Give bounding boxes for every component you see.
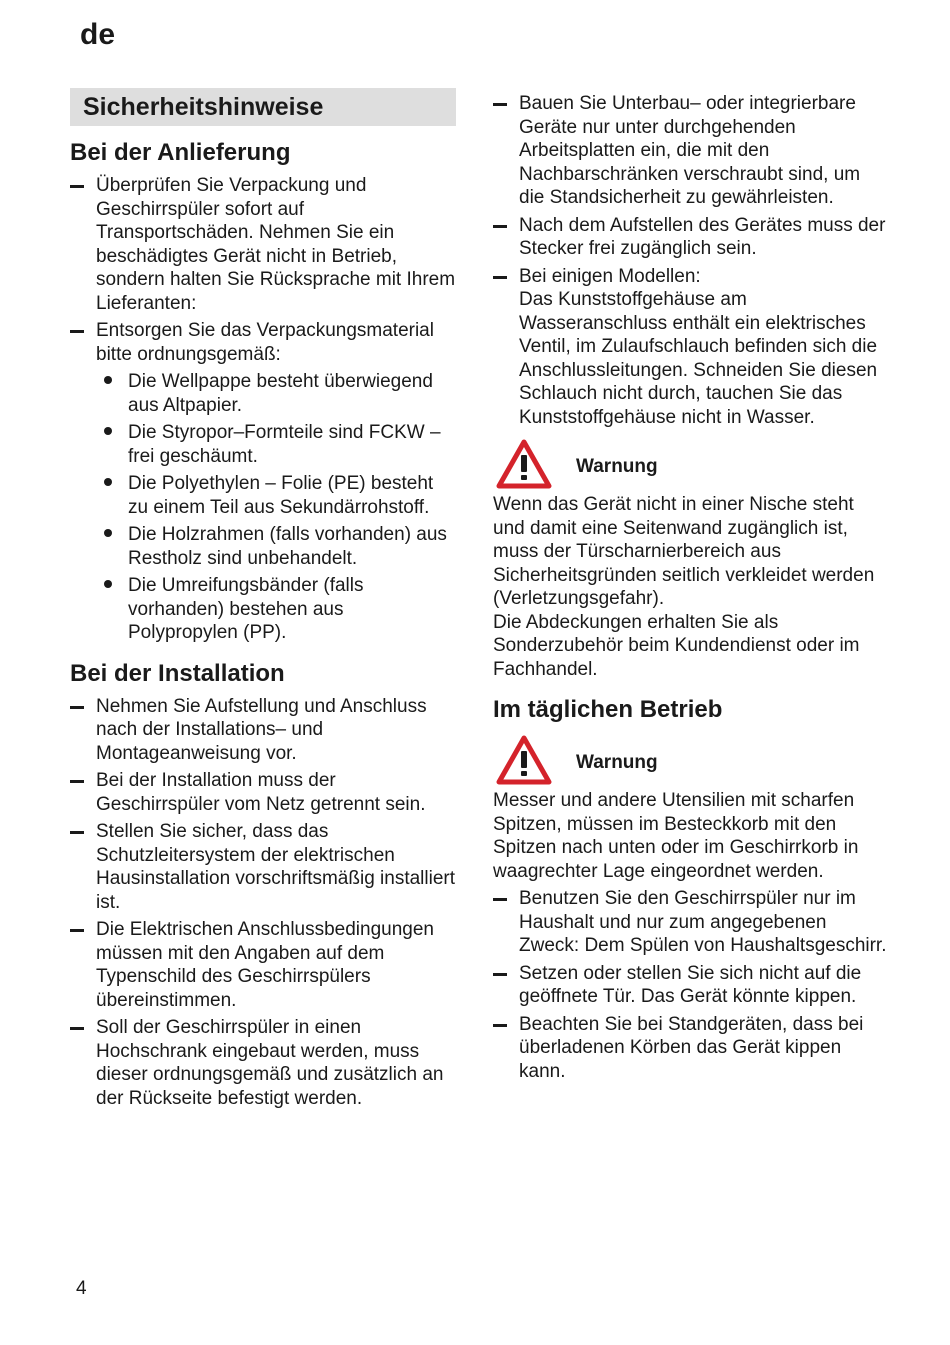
heading-daily-operation: Im täglichen Betrieb: [493, 696, 723, 723]
heading-delivery: Bei der Anlieferung: [70, 139, 291, 166]
list-item: [70, 1016, 456, 1110]
bullet-text: Die Wellpappe besteht überwiegend aus Altpapier.: [128, 371, 433, 416]
list-item-text: Soll der Geschirrspüler in einen Hochschrank eingebaut werden, muss dieser ordnungsgemäß und zusätzlich an der Rückseite befestigt werden.: [96, 1017, 444, 1109]
dash-marker: [493, 225, 507, 228]
delivery-list: [70, 174, 456, 645]
list-item-text: Beachten Sie bei Standgeräten, dass bei überladenen Körben das Gerät kippen kann.: [519, 1013, 864, 1082]
bullet-item: [96, 421, 456, 468]
warning-label: Warnung: [576, 456, 658, 477]
dash-marker: [70, 780, 84, 783]
list-item-text: Bei der Installation muss der Geschirrspüler vom Netz getrennt sein.: [96, 770, 426, 815]
bullet-item: [96, 574, 456, 645]
list-item-text: Bauen Sie Unterbau– oder integrierbare Geräte nur unter durchgehenden Arbeitsplatten ein, die mit den Nachbarschränken verschraubt sind, um die Standsicherheit zu gewährleisten.: [519, 93, 861, 208]
list-item-text: Nach dem Aufstellen des Gerätes muss der Stecker frei zugänglich sein.: [519, 214, 886, 259]
left-column: [70, 88, 456, 1114]
bullet-dot: [104, 478, 112, 486]
list-item: [493, 265, 888, 430]
bullet-text: Die Holzrahmen (falls vorhanden) aus Restholz sind unbehandelt.: [128, 524, 447, 569]
bullet-item: [96, 523, 456, 570]
list-item: [493, 962, 888, 1009]
language-code: de: [80, 18, 116, 51]
list-item: [493, 214, 888, 261]
dash-marker: [493, 103, 507, 106]
dash-marker: [70, 330, 84, 333]
list-item: [493, 1013, 888, 1084]
list-item-text: Überprüfen Sie Verpackung und Geschirrspüler sofort auf Transportschäden. Nehmen Sie ein beschädigtes Gerät nicht in Betrieb, sondern halten Sie Rücksprache mit Ihrem Lieferanten:: [96, 175, 456, 314]
warning-header: [493, 733, 888, 787]
list-item: [70, 769, 456, 816]
list-item: [70, 820, 456, 914]
list-item-text: Die Elektrischen Anschlussbedingungen müssen mit den Angaben auf dem Typenschild des Geschirrspülers übereinstimmen.: [96, 919, 434, 1011]
dash-marker: [70, 929, 84, 932]
list-item: [70, 319, 456, 645]
list-item-text: Entsorgen Sie das Verpackungsmaterial bitte ordnungsgemäß:: [96, 320, 434, 365]
bullet-text: Die Polyethylen – Folie (PE) besteht zu einem Teil aus Sekundärrohstoff.: [128, 473, 434, 518]
heading-installation: Bei der Installation: [70, 659, 285, 687]
dash-marker: [493, 973, 507, 976]
dash-marker: [70, 1027, 84, 1030]
warning-header: [493, 437, 888, 491]
packaging-bullets: [96, 370, 456, 645]
warning-text: Messer und andere Utensilien mit scharfen Spitzen, müssen im Besteckkorb mit den Spitzen nach unten oder im Geschirrkorb in waagrechter Lage eingeordnet werden.: [493, 790, 859, 882]
dash-marker: [493, 898, 507, 901]
list-item: [493, 92, 888, 210]
list-item-text: Bei einigen Modellen: Das Kunststoffgehäuse am Wasseranschluss enthält ein elektrisches Ventil, im Zulaufschlauch befinden sich die Anschlussleitungen. Schneiden Sie diesen Schlauch nicht durch, tauchen Sie das Kunststoffgehäuse nicht in Wasser.: [519, 265, 878, 428]
warning-label: Warnung: [576, 752, 658, 773]
bullet-dot: [104, 427, 112, 435]
dash-marker: [70, 185, 84, 188]
page-number: 4: [76, 1278, 87, 1299]
warning-triangle-icon: [496, 439, 552, 489]
list-item: [70, 695, 456, 766]
daily-operation-list: [493, 887, 888, 1083]
list-item: [493, 887, 888, 958]
installation-list-continued: [493, 92, 888, 429]
bullet-dot: [104, 529, 112, 537]
bullet-text: Die Styropor–Formteile sind FCKW – frei geschäumt.: [128, 422, 441, 467]
right-column: [493, 92, 888, 1087]
bullet-item: [96, 472, 456, 519]
warning-triangle-icon: [496, 735, 552, 785]
dash-marker: [493, 276, 507, 279]
list-item: [70, 918, 456, 1012]
list-item-text: Setzen oder stellen Sie sich nicht auf die geöffnete Tür. Das Gerät könnte kippen.: [519, 962, 862, 1007]
bullet-dot: [104, 376, 112, 384]
section-banner: Sicherheitshinweise: [70, 88, 456, 126]
warning-text: Wenn das Gerät nicht in einer Nische steht und damit eine Seitenwand zugänglich ist, muss der Türscharnierbereich aus Sicherheitsgründen seitlich verkleidet werden (Verletzungsgefahr). Die Abdeckungen erhalten Sie als Sonderzubehör beim Kundendienst oder im Fachhandel.: [493, 494, 875, 680]
list-item-text: Benutzen Sie den Geschirrspüler nur im Haushalt und nur zum angegebenen Zweck: Dem Spülen von Haushaltsgeschirr.: [519, 888, 887, 956]
dash-marker: [70, 706, 84, 709]
dash-marker: [70, 831, 84, 834]
bullet-text: Die Umreifungsbänder (falls vorhanden) bestehen aus Polypropylen (PP).: [128, 575, 364, 643]
installation-list: [70, 695, 456, 1111]
dash-marker: [493, 1024, 507, 1027]
list-item-text: Stellen Sie sicher, dass das Schutzleitersystem der elektrischen Hausinstallation vorschriftsmäßig installiert ist.: [96, 821, 456, 913]
list-item: [70, 174, 456, 315]
list-item-text: Nehmen Sie Aufstellung und Anschluss nach der Installations– und Montageanweisung vor.: [96, 695, 427, 764]
bullet-dot: [104, 580, 112, 588]
bullet-item: [96, 370, 456, 417]
